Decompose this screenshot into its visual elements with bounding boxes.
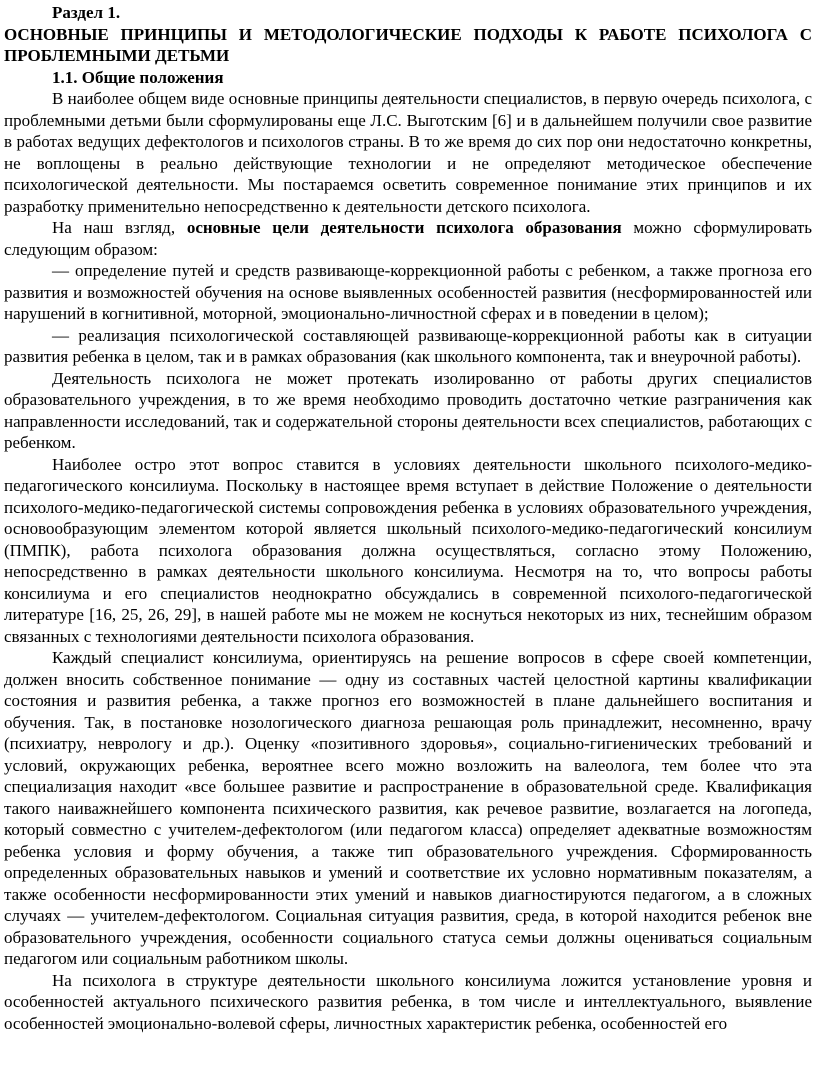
paragraph-goals bbox=[4, 217, 812, 260]
paragraph-psychologist-role: На психолога в структуре деятельности школьного консилиума ложится установление уровня и особенностей актуального психического развития ребенка, в том числе и интеллектуального, выявление особенностей эмоционально-волевой сферы, личностных характеристик ребенка, особенностей его bbox=[4, 970, 812, 1033]
section-title: ОСНОВНЫЕ ПРИНЦИПЫ И МЕТОДОЛОГИЧЕСКИЕ ПОДХОДЫ К РАБОТЕ ПСИХОЛОГА С ПРОБЛЕМНЫМИ ДЕТЬМИ bbox=[4, 24, 812, 65]
list-item-goal-2: — реализация психологической составляющей развивающе-коррекционной работы как в ситуации развития ребенка в целом, так и в рамках образования (как школьного компонента, так и внеурочной работы). bbox=[4, 325, 812, 366]
paragraph-competence: Каждый специалист консилиума, ориентируясь на решение вопросов в сфере своей компетенции, должен вносить собственное понимание — одну из составных частей целостной картины квалификации состояния и развития ребенка, а также прогноз его возможностей в плане дальнейшего воспитания и обучения. Так, в постановке нозологического диагноза решающая роль принадлежит, несомненно, врачу (психиатру, неврологу и др.). Оценку «позитивного здоровья», социально-гигиенических требований и условий, окружающих ребенка, вероятнее всего можно возложить на валеолога, тем более что эта специализация находит «все большее развитие и распространение в образовательной среде. Квалификация такого наиважнейшего компонента психического развития, как речевое развитие, возлагается на логопеда, который совместно с учителем-дефектологом (или педагогом класса) определяет адекватные возможностям ребенка условия и форму обучения, а также тип образовательного учреждения. Сформированность определенных образовательных навыков и умений и соответствие их условно нормативным показателям, а также особенности несформированности этих умений и навыков диагностируются педагогом, а в сложных случаях — учителем-дефектологом. Социальная ситуация развития, среда, в которой находится ребенок вне образовательного учреждения, особенности социального статуса семьи должны оцениваться социальным педагогом или социальным работником школы. bbox=[4, 648, 812, 968]
subsection-title: 1.1. Общие положения bbox=[52, 67, 224, 87]
paragraph-consilium: Наиболее остро этот вопрос ставится в условиях деятельности школьного психолого-медико-педагогического консилиума. Поскольку в настоящее время вступает в действие Положение о деятельности психолого-медико-педагогической системы сопровождения ребенка в условиях образовательного учреждения, основообразующим элементом которой является школьный психолого-медико-педагогический консилиум (ПМПК), работа психолога образования должна осуществляться, согласно этому Положению, непосредственно в рамках деятельности школьного консилиума. Несмотря на то, что вопросы работы консилиума и его специалистов неоднократно обсуждались в современной психолого-педагогической литературе [16, 25, 26, 29], в нашей работе мы не можем не коснуться некоторых из них, теснейшим образом связанных с технологиями деятельности психолога образования. bbox=[4, 454, 812, 646]
list-item-goal-1: — определение путей и средств развивающе-коррекционной работы с ребенком, а также прогноза его развития и возможностей обучения на основе выявленных особенностей развития (несформированностей или нарушений в когнитивной, моторной, эмоционально-личностной сферах и в поведении в целом); bbox=[4, 261, 812, 323]
paragraph-specialists: Деятельность психолога не может протекать изолированно от работы других специалистов образовательного учреждения, в то же время необходимо проводить достаточно четкие разграничения как направленности исследований, так и содержательной стороны деятельности всех специалистов, работающих с ребенком. bbox=[4, 368, 812, 452]
goals-lead-text: На наш взгляд, bbox=[52, 218, 187, 237]
paragraph-intro: В наиболее общем виде основные принципы деятельности специалистов, в первую очередь психолога, с проблемными детьми были сформулированы еще Л.С. Выготским [6] и в дальнейшем получили свое развитие в работах ведущих дефектологов и психологов страны. В то же время до сих пор они недостаточно конкретны, не воплощены в реально действующие технологии и не определяют методическое обеспечение психологической деятельности. Мы постараемся осветить современное понимание этих принципов и их разработку применительно непосредственно к деятельности детского психолога. bbox=[4, 89, 812, 216]
goals-tail-text: можно сформулировать следующим образом: bbox=[4, 218, 813, 259]
goals-emphasis: основные цели деятельности психолога образования bbox=[186, 218, 622, 237]
section-label: Раздел 1. bbox=[52, 3, 121, 22]
